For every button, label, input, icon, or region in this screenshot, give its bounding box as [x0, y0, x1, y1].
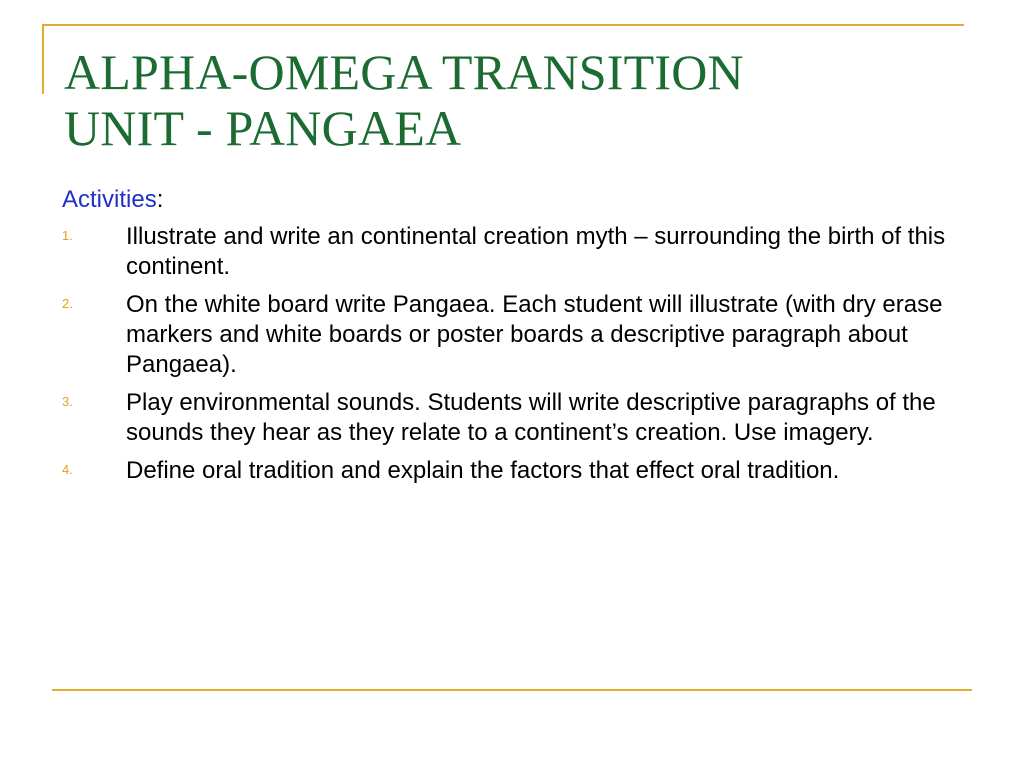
list-item-number: 2. — [62, 296, 73, 311]
list-item — [62, 388, 962, 448]
list-item-number: 1. — [62, 228, 73, 243]
frame-left-rule — [42, 24, 44, 94]
list-item — [62, 222, 962, 282]
list-item-text: Illustrate and write an continental creation myth – surrounding the birth of this continent. — [126, 223, 946, 280]
title-line-1: ALPHA-OMEGA TRANSITION — [64, 44, 744, 100]
section-heading — [62, 184, 962, 216]
frame-bottom-rule — [52, 689, 972, 691]
section-heading-label: Activities — [62, 186, 157, 213]
section-heading-colon: : — [156, 186, 164, 213]
list-item-text: Define oral tradition and explain the factors that effect oral tradition. — [126, 457, 840, 484]
list-item — [62, 456, 962, 486]
title-line-2: UNIT - PANGAEA — [64, 100, 462, 156]
list-item-number: 3. — [62, 394, 73, 409]
list-item-number: 4. — [62, 462, 73, 477]
list-item-text: Play environmental sounds. Students will write descriptive paragraphs of the sounds they hear as they relate to a continent’s creation. Use imagery. — [126, 389, 936, 446]
slide-title — [64, 44, 964, 156]
list-item — [62, 290, 962, 380]
frame-top-rule — [42, 24, 964, 26]
activity-list — [62, 222, 962, 486]
slide-content — [62, 184, 962, 494]
list-item-text: On the white board write Pangaea. Each student will illustrate (with dry erase markers and white boards or poster boards a descriptive paragraph about Pangaea). — [126, 291, 943, 378]
